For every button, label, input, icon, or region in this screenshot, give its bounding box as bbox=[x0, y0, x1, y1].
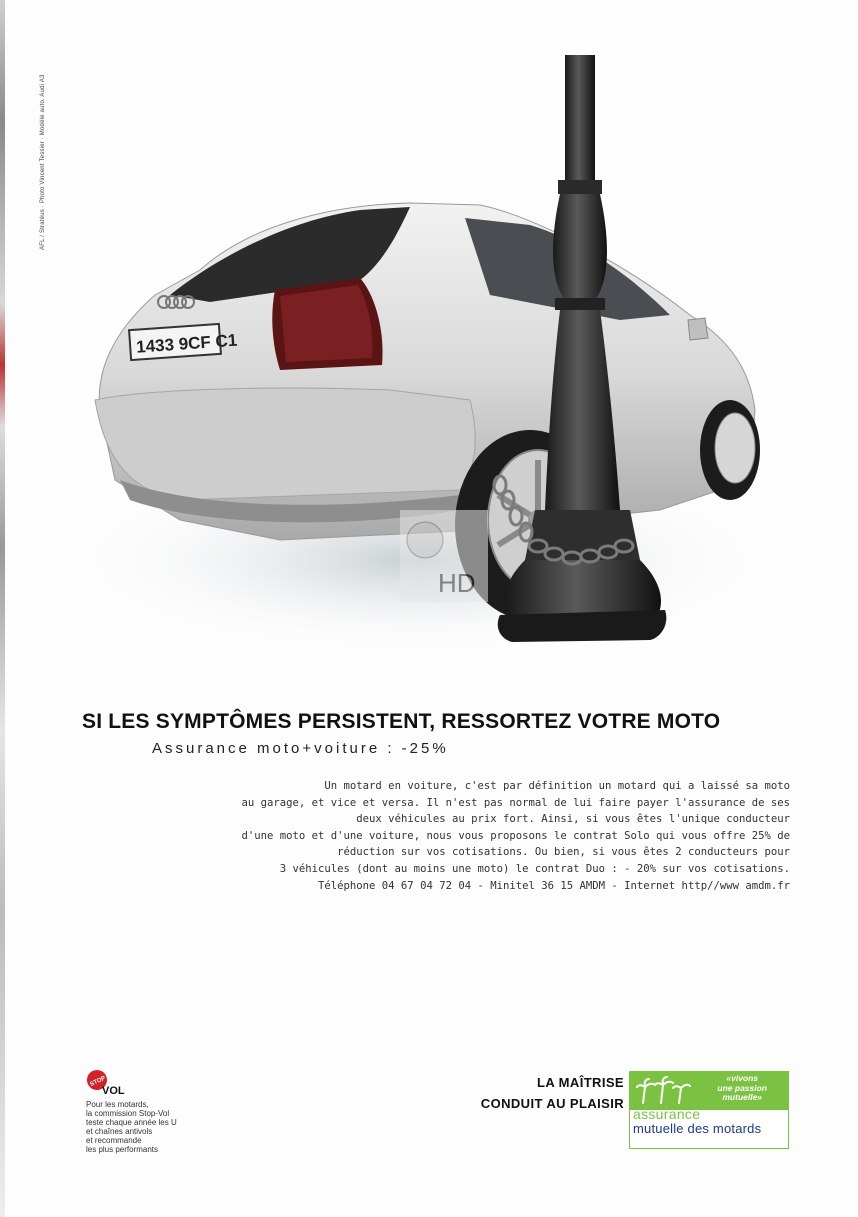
page-edge bbox=[0, 0, 5, 1217]
svg-text:HD: HD bbox=[438, 568, 476, 598]
body-copy bbox=[100, 778, 790, 894]
photo-credit: AFL / Stratéus · Photo Vincent Tessier · Modèle auto. Audi A3 bbox=[40, 74, 46, 250]
amdm-logo bbox=[629, 1071, 789, 1149]
stopvol-logo-icon bbox=[86, 1068, 126, 1098]
svg-text:STOP: STOP bbox=[89, 1075, 107, 1088]
body-line: deux véhicules au prix fort. Ainsi, si vous êtes l'unique conducteur bbox=[356, 813, 790, 826]
svg-text:VOL: VOL bbox=[102, 1085, 125, 1097]
car-photo bbox=[60, 40, 820, 680]
amdm-logo-wordmark: assurance mutuelle des motards bbox=[629, 1109, 789, 1149]
body-line: Un motard en voiture, c'est par définition un motard qui a laissé sa moto bbox=[324, 780, 790, 792]
body-line: 3 véhicules (dont au moins une moto) le contrat Duo : - 20% sur vos cotisations. bbox=[279, 862, 790, 875]
watermark bbox=[400, 510, 488, 602]
amdm-logo-banner bbox=[629, 1071, 789, 1109]
headline: SI LES SYMPTÔMES PERSISTENT, RESSORTEZ VOTRE MOTO bbox=[82, 710, 721, 733]
subline: Assurance moto+voiture : -25% bbox=[152, 740, 449, 757]
license-plate-text: 1433 9CF C1 bbox=[135, 330, 238, 357]
car-chained-to-lamppost-illustration bbox=[60, 40, 820, 680]
amdm-slogan: «vivons une passion mutuelle» bbox=[717, 1073, 767, 1102]
contact-line: Téléphone 04 67 04 72 04 - Minitel 36 15 AMDM - Internet http//www amdm.fr bbox=[318, 879, 790, 892]
body-line: d'une moto et d'une voiture, nous vous proposons le contrat Solo qui vous offre 25% de bbox=[241, 829, 790, 842]
body-line: réduction sur vos cotisations. Ou bien, si vous êtes 2 conducteurs pour bbox=[337, 846, 790, 859]
stopvol-block bbox=[86, 1068, 256, 1154]
palm-trees-icon bbox=[635, 1075, 691, 1105]
body-line: au garage, et vice et versa. Il n'est pas normal de lui faire payer l'assurance de ses bbox=[241, 796, 790, 809]
tagline: LA MAÎTRISE CONDUIT AU PLAISIR bbox=[480, 1075, 624, 1111]
stopvol-text: Pour les motards, la commission Stop-Vol teste chaque année les U et chaînes antivols et recommande les plus performants bbox=[86, 1100, 177, 1154]
